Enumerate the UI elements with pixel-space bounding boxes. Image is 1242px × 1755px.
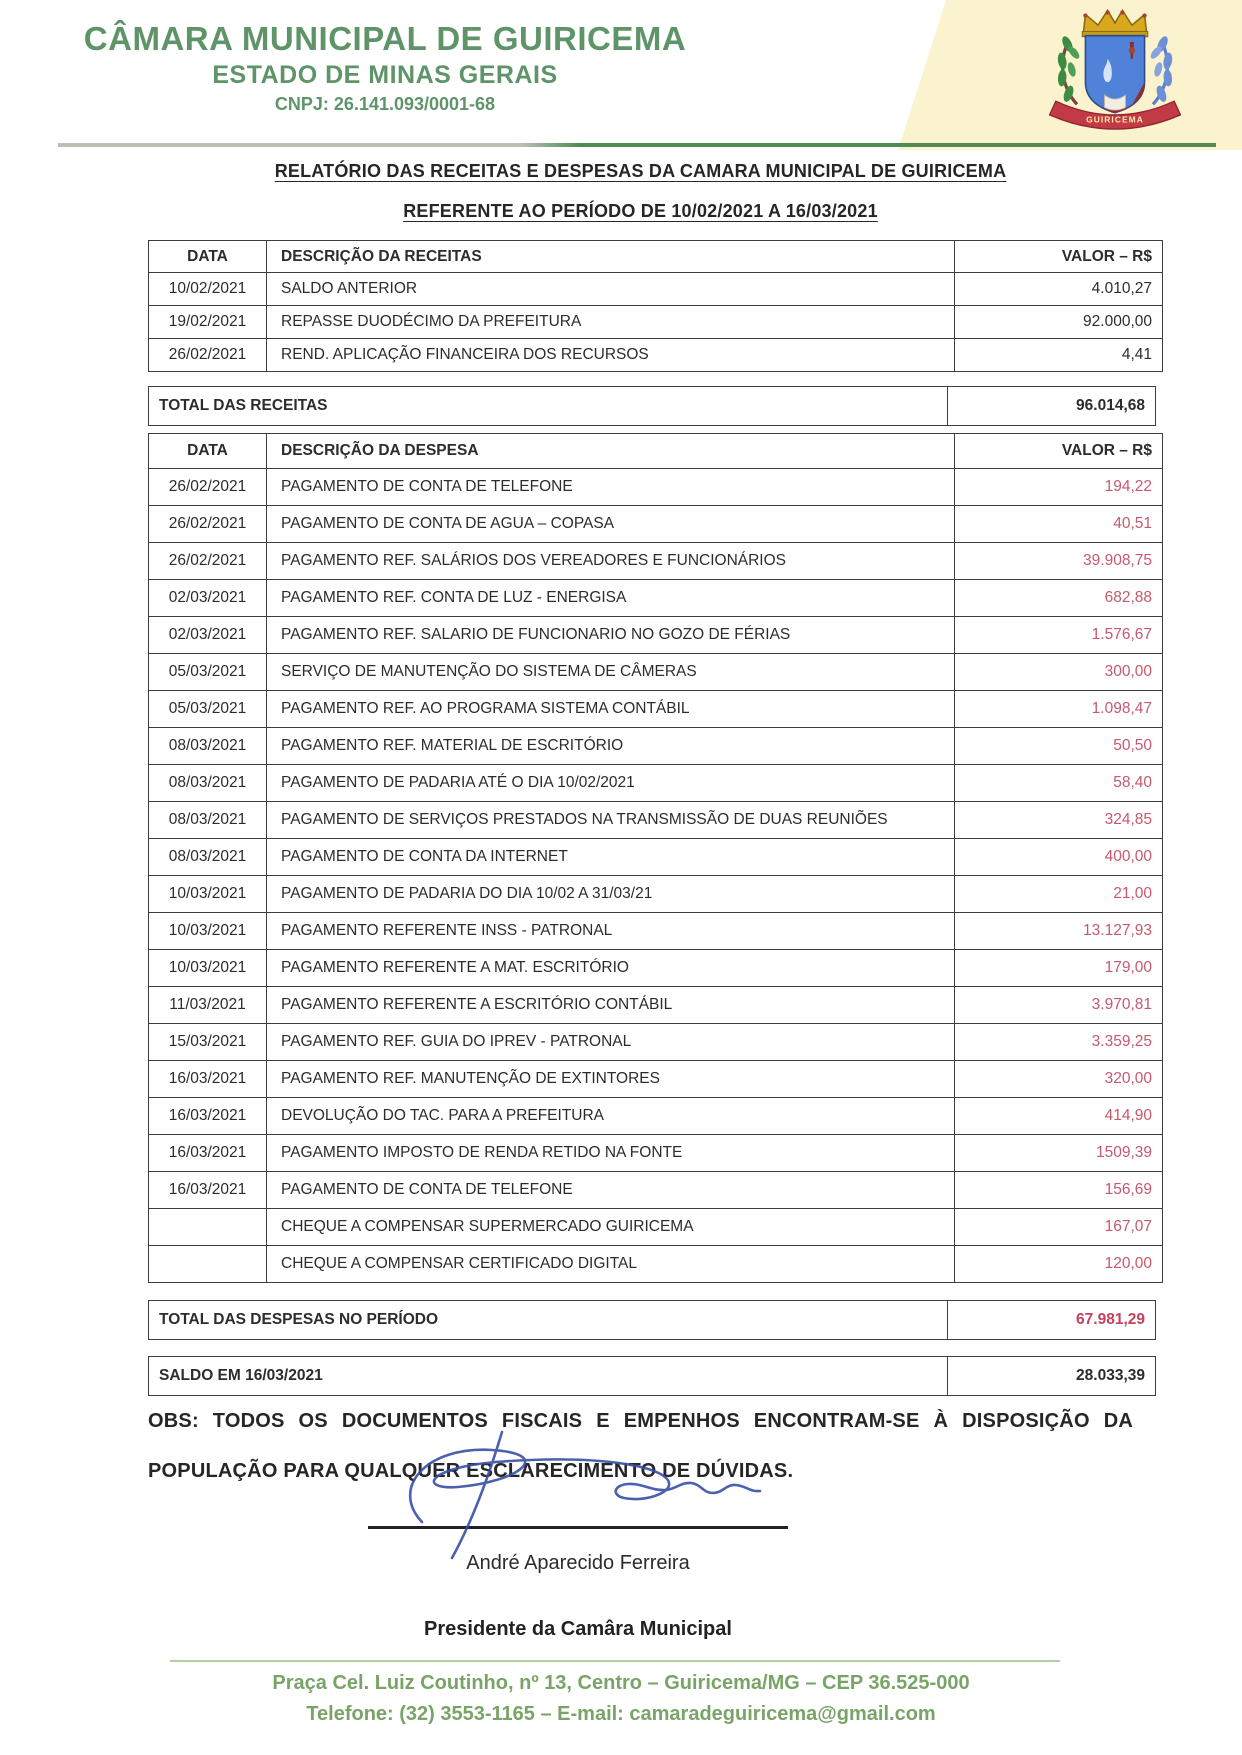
row-date: 05/03/2021: [149, 691, 267, 728]
row-date: 10/03/2021: [149, 950, 267, 987]
row-value: 120,00: [955, 1246, 1163, 1283]
table-row: [149, 1135, 1163, 1172]
table-row: [149, 1172, 1163, 1209]
table-row: [149, 876, 1163, 913]
row-date: 08/03/2021: [149, 839, 267, 876]
table-row: [149, 1024, 1163, 1061]
row-description: PAGAMENTO DE PADARIA ATÉ O DIA 10/02/2021: [267, 765, 955, 802]
table-row: [149, 1246, 1163, 1283]
row-description: PAGAMENTO REF. SALÁRIOS DOS VEREADORES E FUNCIONÁRIOS: [267, 543, 955, 580]
row-description: PAGAMENTO REF. SALARIO DE FUNCIONARIO NO GOZO DE FÉRIAS: [267, 617, 955, 654]
report-title: RELATÓRIO DAS RECEITAS E DESPESAS DA CAMARA MUNICIPAL DE GUIRICEMA: [274, 161, 1007, 181]
row-value: 300,00: [955, 654, 1163, 691]
saldo-bar: [148, 1356, 1156, 1396]
row-value: 13.127,93: [955, 913, 1163, 950]
obs-line-2: POPULAÇÃO PARA QUALQUER ESCLARECIMENTO DE DÚVIDAS.: [148, 1460, 794, 1482]
row-value: 156,69: [955, 1172, 1163, 1209]
org-name: CÂMARA MUNICIPAL DE GUIRICEMA: [83, 20, 687, 57]
municipal-crest-icon: [1040, 4, 1190, 136]
col-header-data: DATA: [149, 241, 267, 273]
footer-contact: Telefone: (32) 3553-1165 – E-mail: camaradeguiricema@gmail.com: [306, 1703, 936, 1725]
table-row: [149, 1098, 1163, 1135]
row-value: 179,00: [955, 950, 1163, 987]
row-date: [149, 1209, 267, 1246]
row-value: 3.359,25: [955, 1024, 1163, 1061]
table-row: [149, 1301, 1156, 1340]
letterhead: [70, 20, 700, 115]
row-date: 19/02/2021: [149, 306, 267, 339]
row-value: 58,40: [955, 765, 1163, 802]
row-date: 16/03/2021: [149, 1098, 267, 1135]
row-description: CHEQUE A COMPENSAR SUPERMERCADO GUIRICEMA: [267, 1209, 955, 1246]
row-date: 02/03/2021: [149, 617, 267, 654]
row-date: 08/03/2021: [149, 802, 267, 839]
row-date: [149, 1246, 267, 1283]
receitas-table: [148, 240, 1163, 372]
row-description: PAGAMENTO REF. GUIA DO IPREV - PATRONAL: [267, 1024, 955, 1061]
table-row: [149, 1061, 1163, 1098]
row-date: 02/03/2021: [149, 580, 267, 617]
crest-shield: [1085, 36, 1144, 113]
table-row: [149, 506, 1163, 543]
row-description: CHEQUE A COMPENSAR CERTIFICADO DIGITAL: [267, 1246, 955, 1283]
table-row: [149, 691, 1163, 728]
row-date: 10/03/2021: [149, 913, 267, 950]
row-value: 1.576,67: [955, 617, 1163, 654]
col-header-descricao: DESCRIÇÃO DA DESPESA: [267, 434, 955, 469]
header-divider: [58, 143, 1216, 147]
row-description: PAGAMENTO REF. CONTA DE LUZ - ENERGISA: [267, 580, 955, 617]
receitas-total-label: TOTAL DAS RECEITAS: [149, 387, 948, 426]
crest-right-branch: [1149, 35, 1174, 105]
table-row: [149, 1209, 1163, 1246]
receitas-total-value: 96.014,68: [948, 387, 1156, 426]
row-value: 194,22: [955, 469, 1163, 506]
despesas-total-label: TOTAL DAS DESPESAS NO PERÍODO: [149, 1301, 948, 1340]
table-row: [149, 339, 1163, 372]
col-header-descricao: DESCRIÇÃO DA RECEITAS: [267, 241, 955, 273]
row-description: DEVOLUÇÃO DO TAC. PARA A PREFEITURA: [267, 1098, 955, 1135]
row-value: 1.098,47: [955, 691, 1163, 728]
despesas-total-value: 67.981,29: [948, 1301, 1156, 1340]
row-value: 3.970,81: [955, 987, 1163, 1024]
table-row: [149, 469, 1163, 506]
row-value: 50,50: [955, 728, 1163, 765]
despesas-total-bar: [148, 1300, 1156, 1340]
row-date: 10/02/2021: [149, 273, 267, 306]
row-description: PAGAMENTO REFERENTE A MAT. ESCRITÓRIO: [267, 950, 955, 987]
obs-line-1: OBS: TODOS OS DOCUMENTOS FISCAIS E EMPENHOS ENCONTRAM-SE À DISPOSIÇÃO DA: [148, 1410, 1133, 1432]
row-value: 682,88: [955, 580, 1163, 617]
table-row: [149, 802, 1163, 839]
row-value: 320,00: [955, 1061, 1163, 1098]
table-row: [149, 839, 1163, 876]
row-description: PAGAMENTO DE SERVIÇOS PRESTADOS NA TRANSMISSÃO DE DUAS REUNIÕES: [267, 802, 955, 839]
table-row: [149, 273, 1163, 306]
row-value: 21,00: [955, 876, 1163, 913]
row-date: 16/03/2021: [149, 1172, 267, 1209]
despesas-header-row: [149, 434, 1163, 469]
signer-role: Presidente da Camâra Municipal: [424, 1618, 732, 1640]
row-description: PAGAMENTO REF. MANUTENÇÃO DE EXTINTORES: [267, 1061, 955, 1098]
table-row: [149, 1357, 1156, 1396]
row-value: 400,00: [955, 839, 1163, 876]
crest-crown: [1082, 10, 1147, 36]
saldo-value: 28.033,39: [948, 1357, 1156, 1396]
row-description: PAGAMENTO DE CONTA DE AGUA – COPASA: [267, 506, 955, 543]
row-description: PAGAMENTO REFERENTE A ESCRITÓRIO CONTÁBIL: [267, 987, 955, 1024]
row-date: 16/03/2021: [149, 1061, 267, 1098]
table-row: [149, 950, 1163, 987]
row-date: 05/03/2021: [149, 654, 267, 691]
receitas-header-row: [149, 241, 1163, 273]
row-value: 4,41: [955, 339, 1163, 372]
row-date: 15/03/2021: [149, 1024, 267, 1061]
handwritten-signature-icon: [360, 1426, 800, 1566]
table-row: [149, 654, 1163, 691]
table-row: [149, 728, 1163, 765]
row-date: 08/03/2021: [149, 728, 267, 765]
row-description: REPASSE DUODÉCIMO DA PREFEITURA: [267, 306, 955, 339]
despesas-table: [148, 433, 1163, 1283]
row-description: SALDO ANTERIOR: [267, 273, 955, 306]
row-date: 11/03/2021: [149, 987, 267, 1024]
crest-ribbon-label: GUIRICEMA: [1086, 114, 1144, 125]
footer-divider: [170, 1660, 1060, 1662]
row-value: 1509,39: [955, 1135, 1163, 1172]
row-value: 40,51: [955, 506, 1163, 543]
row-description: PAGAMENTO DE PADARIA DO DIA 10/02 A 31/03/21: [267, 876, 955, 913]
table-row: [149, 913, 1163, 950]
table-row: [149, 617, 1163, 654]
table-row: [149, 580, 1163, 617]
col-header-valor: VALOR – R$: [955, 241, 1163, 273]
row-description: PAGAMENTO IMPOSTO DE RENDA RETIDO NA FONTE: [267, 1135, 955, 1172]
row-description: REND. APLICAÇÃO FINANCEIRA DOS RECURSOS: [267, 339, 955, 372]
row-value: 324,85: [955, 802, 1163, 839]
row-value: 39.908,75: [955, 543, 1163, 580]
org-state: ESTADO DE MINAS GERAIS: [212, 61, 558, 89]
report-period: REFERENTE AO PERÍODO DE 10/02/2021 A 16/03/2021: [403, 201, 878, 221]
table-row: [149, 387, 1156, 426]
row-date: 26/02/2021: [149, 543, 267, 580]
table-row: [149, 543, 1163, 580]
row-description: PAGAMENTO REFERENTE INSS - PATRONAL: [267, 913, 955, 950]
row-description: PAGAMENTO DE CONTA DE TELEFONE: [267, 469, 955, 506]
row-value: 414,90: [955, 1098, 1163, 1135]
org-cnpj: CNPJ: 26.141.093/0001-68: [274, 94, 496, 114]
row-value: 92.000,00: [955, 306, 1163, 339]
row-value: 4.010,27: [955, 273, 1163, 306]
table-row: [149, 987, 1163, 1024]
footer-address: Praça Cel. Luiz Coutinho, nº 13, Centro – Guiricema/MG – CEP 36.525-000: [272, 1672, 970, 1694]
row-description: SERVIÇO DE MANUTENÇÃO DO SISTEMA DE CÂMERAS: [267, 654, 955, 691]
row-date: 26/02/2021: [149, 506, 267, 543]
table-row: [149, 306, 1163, 339]
row-description: PAGAMENTO REF. MATERIAL DE ESCRITÓRIO: [267, 728, 955, 765]
col-header-data: DATA: [149, 434, 267, 469]
receitas-total-bar: [148, 386, 1156, 426]
col-header-valor: VALOR – R$: [955, 434, 1163, 469]
saldo-label: SALDO EM 16/03/2021: [149, 1357, 948, 1396]
row-date: 08/03/2021: [149, 765, 267, 802]
table-row: [149, 765, 1163, 802]
row-date: 26/02/2021: [149, 339, 267, 372]
row-description: PAGAMENTO DE CONTA DA INTERNET: [267, 839, 955, 876]
crest-left-branch: [1057, 35, 1082, 105]
row-date: 10/03/2021: [149, 876, 267, 913]
signer-name: André Aparecido Ferreira: [466, 1552, 690, 1574]
row-date: 26/02/2021: [149, 469, 267, 506]
row-description: PAGAMENTO DE CONTA DE TELEFONE: [267, 1172, 955, 1209]
row-value: 167,07: [955, 1209, 1163, 1246]
row-date: 16/03/2021: [149, 1135, 267, 1172]
row-description: PAGAMENTO REF. AO PROGRAMA SISTEMA CONTÁBIL: [267, 691, 955, 728]
